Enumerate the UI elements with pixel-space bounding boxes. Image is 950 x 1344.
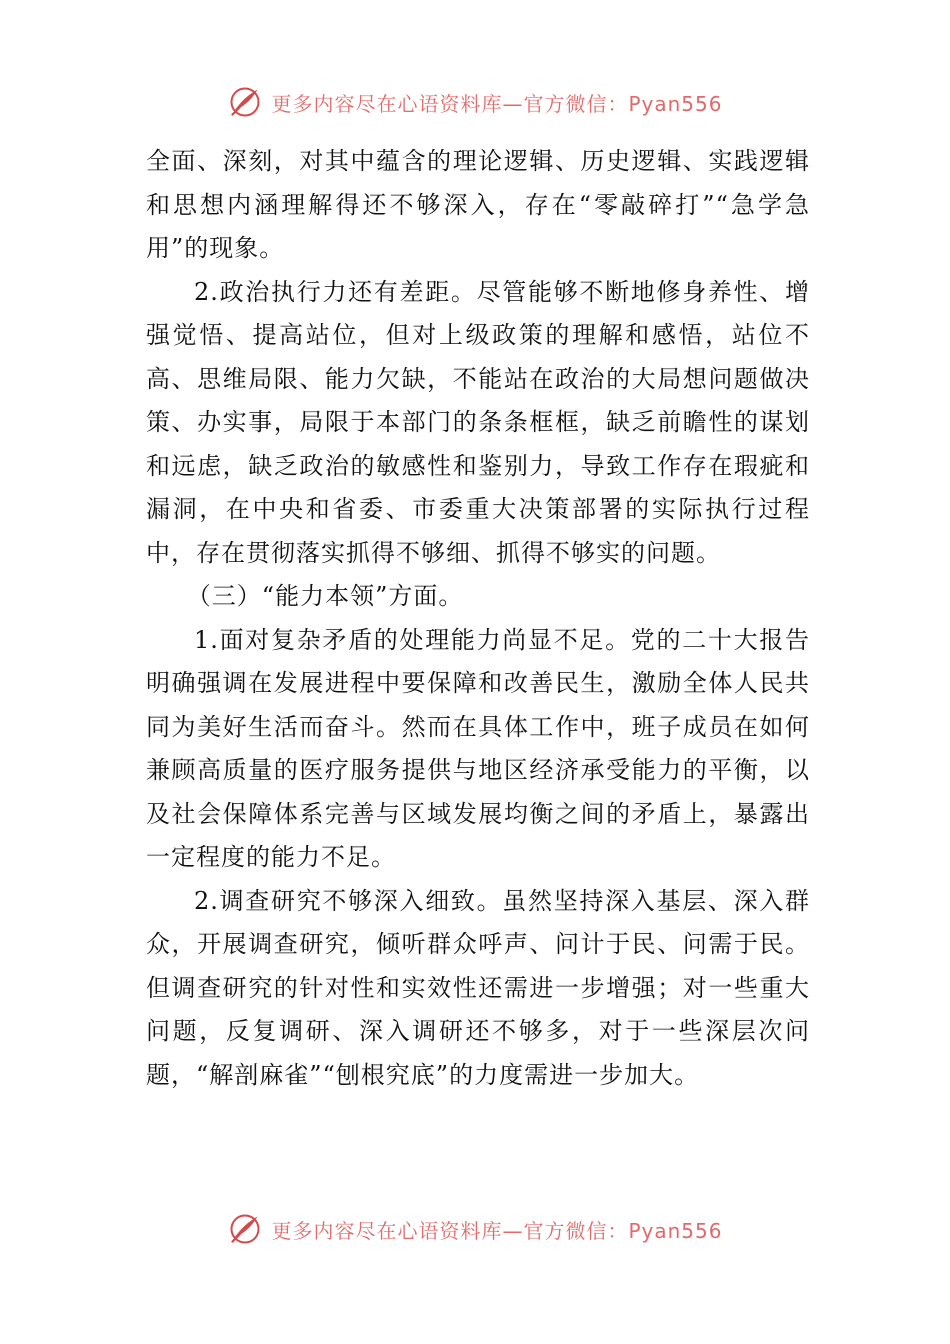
quill-pen-logo-icon — [227, 1211, 263, 1247]
watermark-text: 更多内容尽在心语资料库—官方微信：Pyan556 — [271, 91, 723, 116]
section-heading-ability: （三）“能力本领”方面。 — [186, 582, 464, 610]
watermark-text: 更多内容尽在心语资料库—官方微信：Pyan556 — [271, 1218, 723, 1243]
header-watermark — [0, 84, 950, 120]
paragraph-complex-contradictions: 1.面对复杂矛盾的处理能力尚显不足。党的二十大报告明确强调在发展进程中要保障和改善民生，激励全体人民共同为美好生活而奋斗。然而在具体工作中，班子成员在如何兼顾高质量的医疗服务提供与地区经济承受能力的平衡，以及社会保障体系完善与区域发展均衡之间的矛盾上，暴露出一定程度的能力不足。 — [146, 625, 810, 871]
paragraph-investigation-research: 2.调查研究不够深入细致。虽然坚持深入基层、深入群众，开展调查研究，倾听群众呼声、问计于民、问需于民。但调查研究的针对性和实效性还需进一步增强；对一些重大问题，反复调研、深入调研还不够多，对于一些深层次问题，“解剖麻雀”“刨根究底”的力度需进一步加大。 — [146, 886, 810, 1089]
paragraph-continuation: 全面、深刻，对其中蕴含的理论逻辑、历史逻辑、实践逻辑和思想内涵理解得还不够深入，存在“零敲碎打”“急学急用”的现象。 — [146, 147, 810, 262]
quill-pen-logo-icon — [227, 84, 263, 120]
document-body — [146, 140, 810, 1097]
footer-watermark — [0, 1211, 950, 1247]
paragraph-political-execution: 2.政治执行力还有差距。尽管能够不断地修身养性、增强觉悟、提高站位，但对上级政策的理解和感悟，站位不高、思维局限、能力欠缺，不能站在政治的大局想问题做决策、办实事，局限于本部门的条条框框，缺乏前瞻性的谋划和远虑，缺乏政治的敏感性和鉴别力，导致工作存在瑕疵和漏洞，在中央和省委、市委重大决策部署的实际执行过程中，存在贯彻落实抓得不够细、抓得不够实的问题。 — [146, 277, 810, 567]
